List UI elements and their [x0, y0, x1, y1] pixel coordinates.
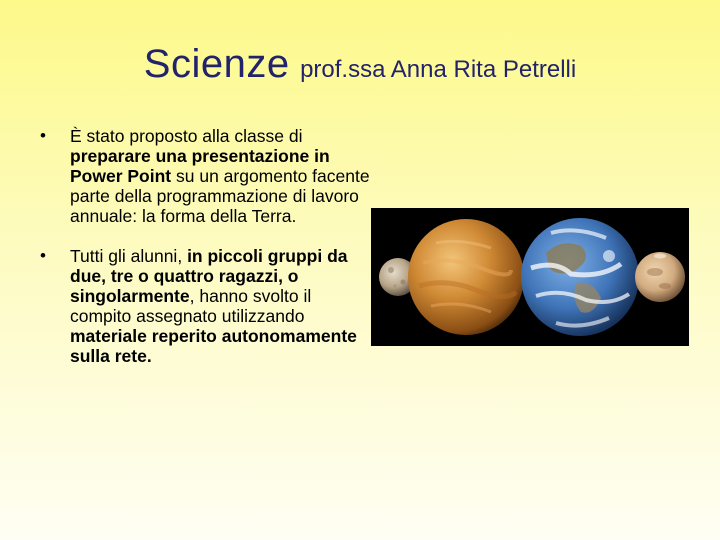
- slide-title: [0, 44, 720, 84]
- bullet-item: [40, 126, 370, 226]
- planets-image: [371, 208, 689, 346]
- bullet-item: [40, 246, 370, 366]
- bullet-text-segment: È stato proposto alla classe di: [70, 126, 303, 146]
- bullet-text-segment: , hanno svolto il compito assegnato utilizzando: [70, 286, 312, 326]
- bullet-text-bold-segment: preparare una presentazione in Power Point: [70, 146, 330, 186]
- bullet-text-segment: Tutti gli alunni,: [70, 246, 188, 266]
- bullet-list: [40, 126, 370, 386]
- earth-planet: [521, 218, 639, 336]
- bullet-text-bold-segment: in piccoli gruppi da due, tre o quattro ragazzi, o singolarmente: [70, 246, 348, 306]
- bullet-text-bold-segment: materiale reperito autonomamente sulla rete.: [70, 326, 357, 366]
- mars-planet: [635, 252, 685, 302]
- title-subtitle: prof.ssa Anna Rita Petrelli: [300, 56, 577, 83]
- title-main: Scienze: [143, 42, 290, 86]
- bullet-marker: •: [40, 126, 46, 145]
- bullet-marker: •: [40, 246, 46, 265]
- bullet-text-segment: su un argomento facente parte della programmazione di lavoro annuale: la forma della Terra.: [70, 166, 370, 226]
- venus-planet: [408, 219, 524, 335]
